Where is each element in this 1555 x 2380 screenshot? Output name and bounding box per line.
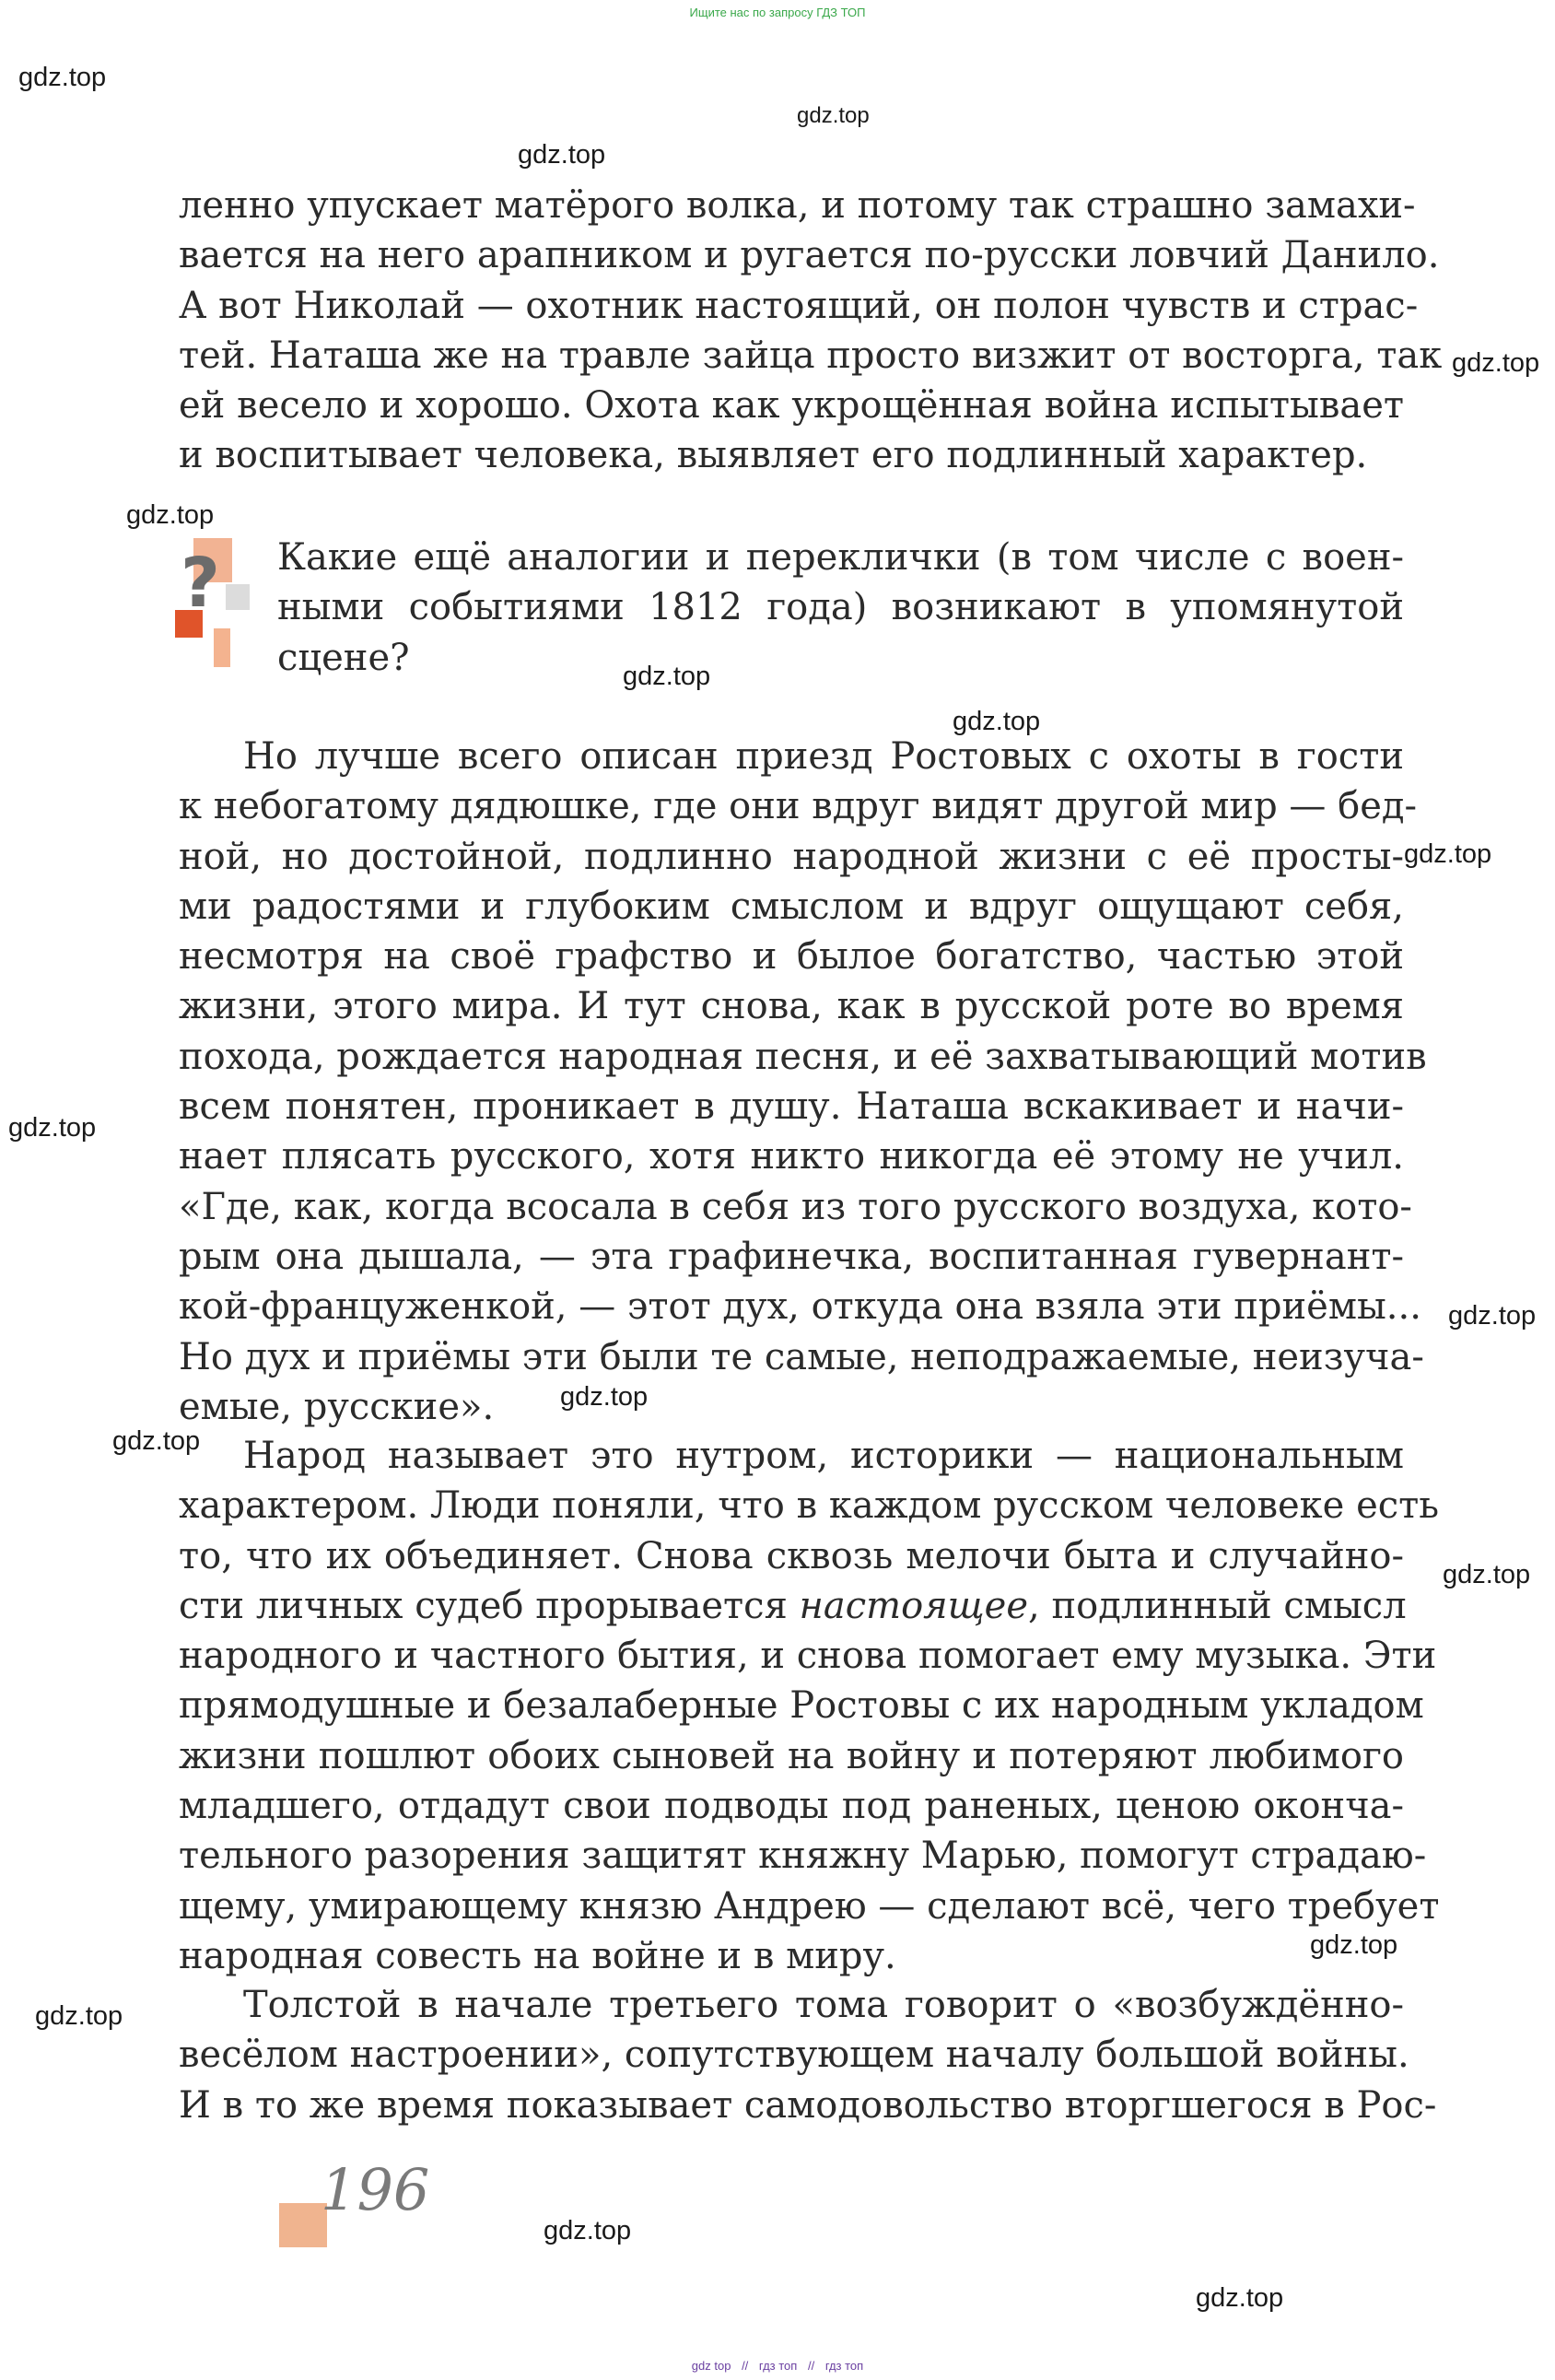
text-line: ленно упускает матёрого волка, и потому так страшно замахи- bbox=[179, 184, 1416, 227]
text-line: щему, умирающему князю Андрею — сделают всё, чего требует bbox=[179, 1884, 1440, 1928]
text-line: прямодушные и безалаберные Ростовы с их народным укладом bbox=[179, 1684, 1424, 1728]
text-line: ей весело и хорошо. Охота как укрощённая война испытывает bbox=[179, 384, 1404, 428]
text-line: А вот Николай — охотник настоящий, он полон чувств и страс- bbox=[179, 284, 1419, 327]
text-line: народного и частного бытия, и снова помогает ему музыка. Эти bbox=[179, 1635, 1437, 1678]
text-line bbox=[179, 1581, 1407, 1631]
text-fragment: сти личных судеб прорывается bbox=[179, 1584, 800, 1627]
text-line: емые, русские». bbox=[179, 1385, 495, 1428]
text-line: и воспитывает человека, выявляет его подлинный характер. bbox=[179, 434, 1368, 477]
question-line: сцене? bbox=[277, 636, 410, 679]
paragraph-4 bbox=[179, 1980, 1437, 2130]
text-line: Толстой в начале третьего тома говорит о «возбуждённо- bbox=[243, 1984, 1404, 2026]
watermark: gdz.top bbox=[1196, 2283, 1284, 2313]
text-line: к небогатому дядюшке, где они вдруг видят другой мир — бед- bbox=[179, 785, 1418, 828]
watermark: gdz.top bbox=[560, 1382, 649, 1412]
watermark: gdz.top bbox=[8, 1113, 97, 1143]
watermark: gdz.top bbox=[1448, 1301, 1537, 1331]
text-line: младшего, отдадут свои подводы под раненых, ценою оконча- bbox=[179, 1785, 1404, 1828]
text-line: то, что их объединяет. Снова сквозь мелочи быта и случайно- bbox=[179, 1534, 1404, 1577]
footer-note-part: // bbox=[742, 2359, 749, 2373]
footer-note bbox=[0, 2359, 1555, 2373]
watermark: gdz.top bbox=[797, 103, 870, 128]
text-line: ной, но достойной, подлинно народной жизни с её просты- bbox=[179, 835, 1404, 878]
text-line: Народ называет это нутром, историки — национальным bbox=[243, 1435, 1404, 1477]
footer-note-part: // bbox=[807, 2359, 815, 2373]
watermark: gdz.top bbox=[18, 63, 107, 92]
text-line: тельного разорения защитят княжну Марью, помогут страдаю- bbox=[179, 1835, 1427, 1878]
text-line: жизни пошлют обоих сыновей на войну и потеряют любимого bbox=[179, 1734, 1404, 1777]
watermark: gdz.top bbox=[126, 500, 215, 530]
text-line: И в то же время показывает самодовольство вторгшегося в Рос- bbox=[179, 2083, 1437, 2127]
text-line: всем понятен, проникает в душу. Наташа вскакивает и начи- bbox=[179, 1085, 1404, 1129]
question-icon: ? bbox=[175, 536, 258, 674]
paragraph-3 bbox=[179, 1431, 1440, 1981]
text-line: весёлом настроении», сопутствующем началу большой войны. bbox=[179, 2034, 1409, 2077]
question-line: ными событиями 1812 года) возникают в упомянутой bbox=[277, 586, 1404, 629]
watermark: gdz.top bbox=[544, 2216, 632, 2245]
text-line: несмотря на своё графство и былое богатство, частью этой bbox=[179, 935, 1404, 979]
text-line: жизни, этого мира. И тут снова, как в русской роте во время bbox=[179, 985, 1404, 1028]
watermark: gdz.top bbox=[112, 1426, 201, 1456]
text-line: Но лучше всего описан приезд Ростовых с охоты в гости bbox=[243, 735, 1404, 778]
text-line: народная совесть на войне и в миру. bbox=[179, 1934, 896, 1977]
watermark: gdz.top bbox=[1443, 1560, 1531, 1589]
text-line: ми радостями и глубоким смыслом и вдруг ощущают себя, bbox=[179, 885, 1404, 928]
question-line: Какие ещё аналогии и переклички (в том числе с воен- bbox=[277, 536, 1404, 579]
watermark: gdz.top bbox=[1452, 348, 1540, 378]
question-block bbox=[277, 533, 1404, 683]
watermark: gdz.top bbox=[1310, 1930, 1398, 1960]
watermark: gdz.top bbox=[953, 707, 1041, 736]
text-line: Но дух и приёмы эти были те самые, неподражаемые, неизуча- bbox=[179, 1335, 1424, 1378]
footer-note-part: гдз топ bbox=[758, 2359, 798, 2373]
paragraph-1 bbox=[179, 181, 1443, 481]
footer-note-part: гдз топ bbox=[824, 2359, 864, 2373]
watermark: gdz.top bbox=[35, 2001, 123, 2031]
text-line: нает плясать русского, хотя никто никогда её этому не учил. bbox=[179, 1135, 1404, 1178]
text-line: похода, рождается народная песня, и её захватывающий мотив bbox=[179, 1035, 1427, 1078]
header-note: Ищите нас по запросу ГДЗ ТОП bbox=[689, 6, 866, 19]
watermark: gdz.top bbox=[1404, 839, 1492, 869]
text-fragment: , подлинный смысл bbox=[1028, 1584, 1407, 1627]
text-line: «Где, как, когда всосала в себя из того русского воздуха, кото- bbox=[179, 1185, 1412, 1228]
text-line: кой-француженкой, — этот дух, откуда она взяла эти приёмы... bbox=[179, 1285, 1421, 1329]
text-line: характером. Люди поняли, что в каждом русском человеке есть bbox=[179, 1484, 1440, 1528]
watermark: gdz.top bbox=[518, 140, 606, 170]
text-line: вается на него арапником и ругается по-русски ловчий Данило. bbox=[179, 234, 1440, 277]
text-line: тей. Наташа же на травле зайца просто визжит от восторга, так bbox=[179, 334, 1443, 377]
text-line: рым она дышала, — эта графинечка, воспитанная гувернант- bbox=[179, 1235, 1404, 1278]
watermark: gdz.top bbox=[623, 662, 711, 691]
emphasis-nastoyashchee: настоящее bbox=[799, 1584, 1029, 1627]
paragraph-2 bbox=[179, 732, 1427, 1432]
footer-note-part: gdz top bbox=[691, 2359, 731, 2373]
page-number: 196 bbox=[321, 2156, 430, 2223]
